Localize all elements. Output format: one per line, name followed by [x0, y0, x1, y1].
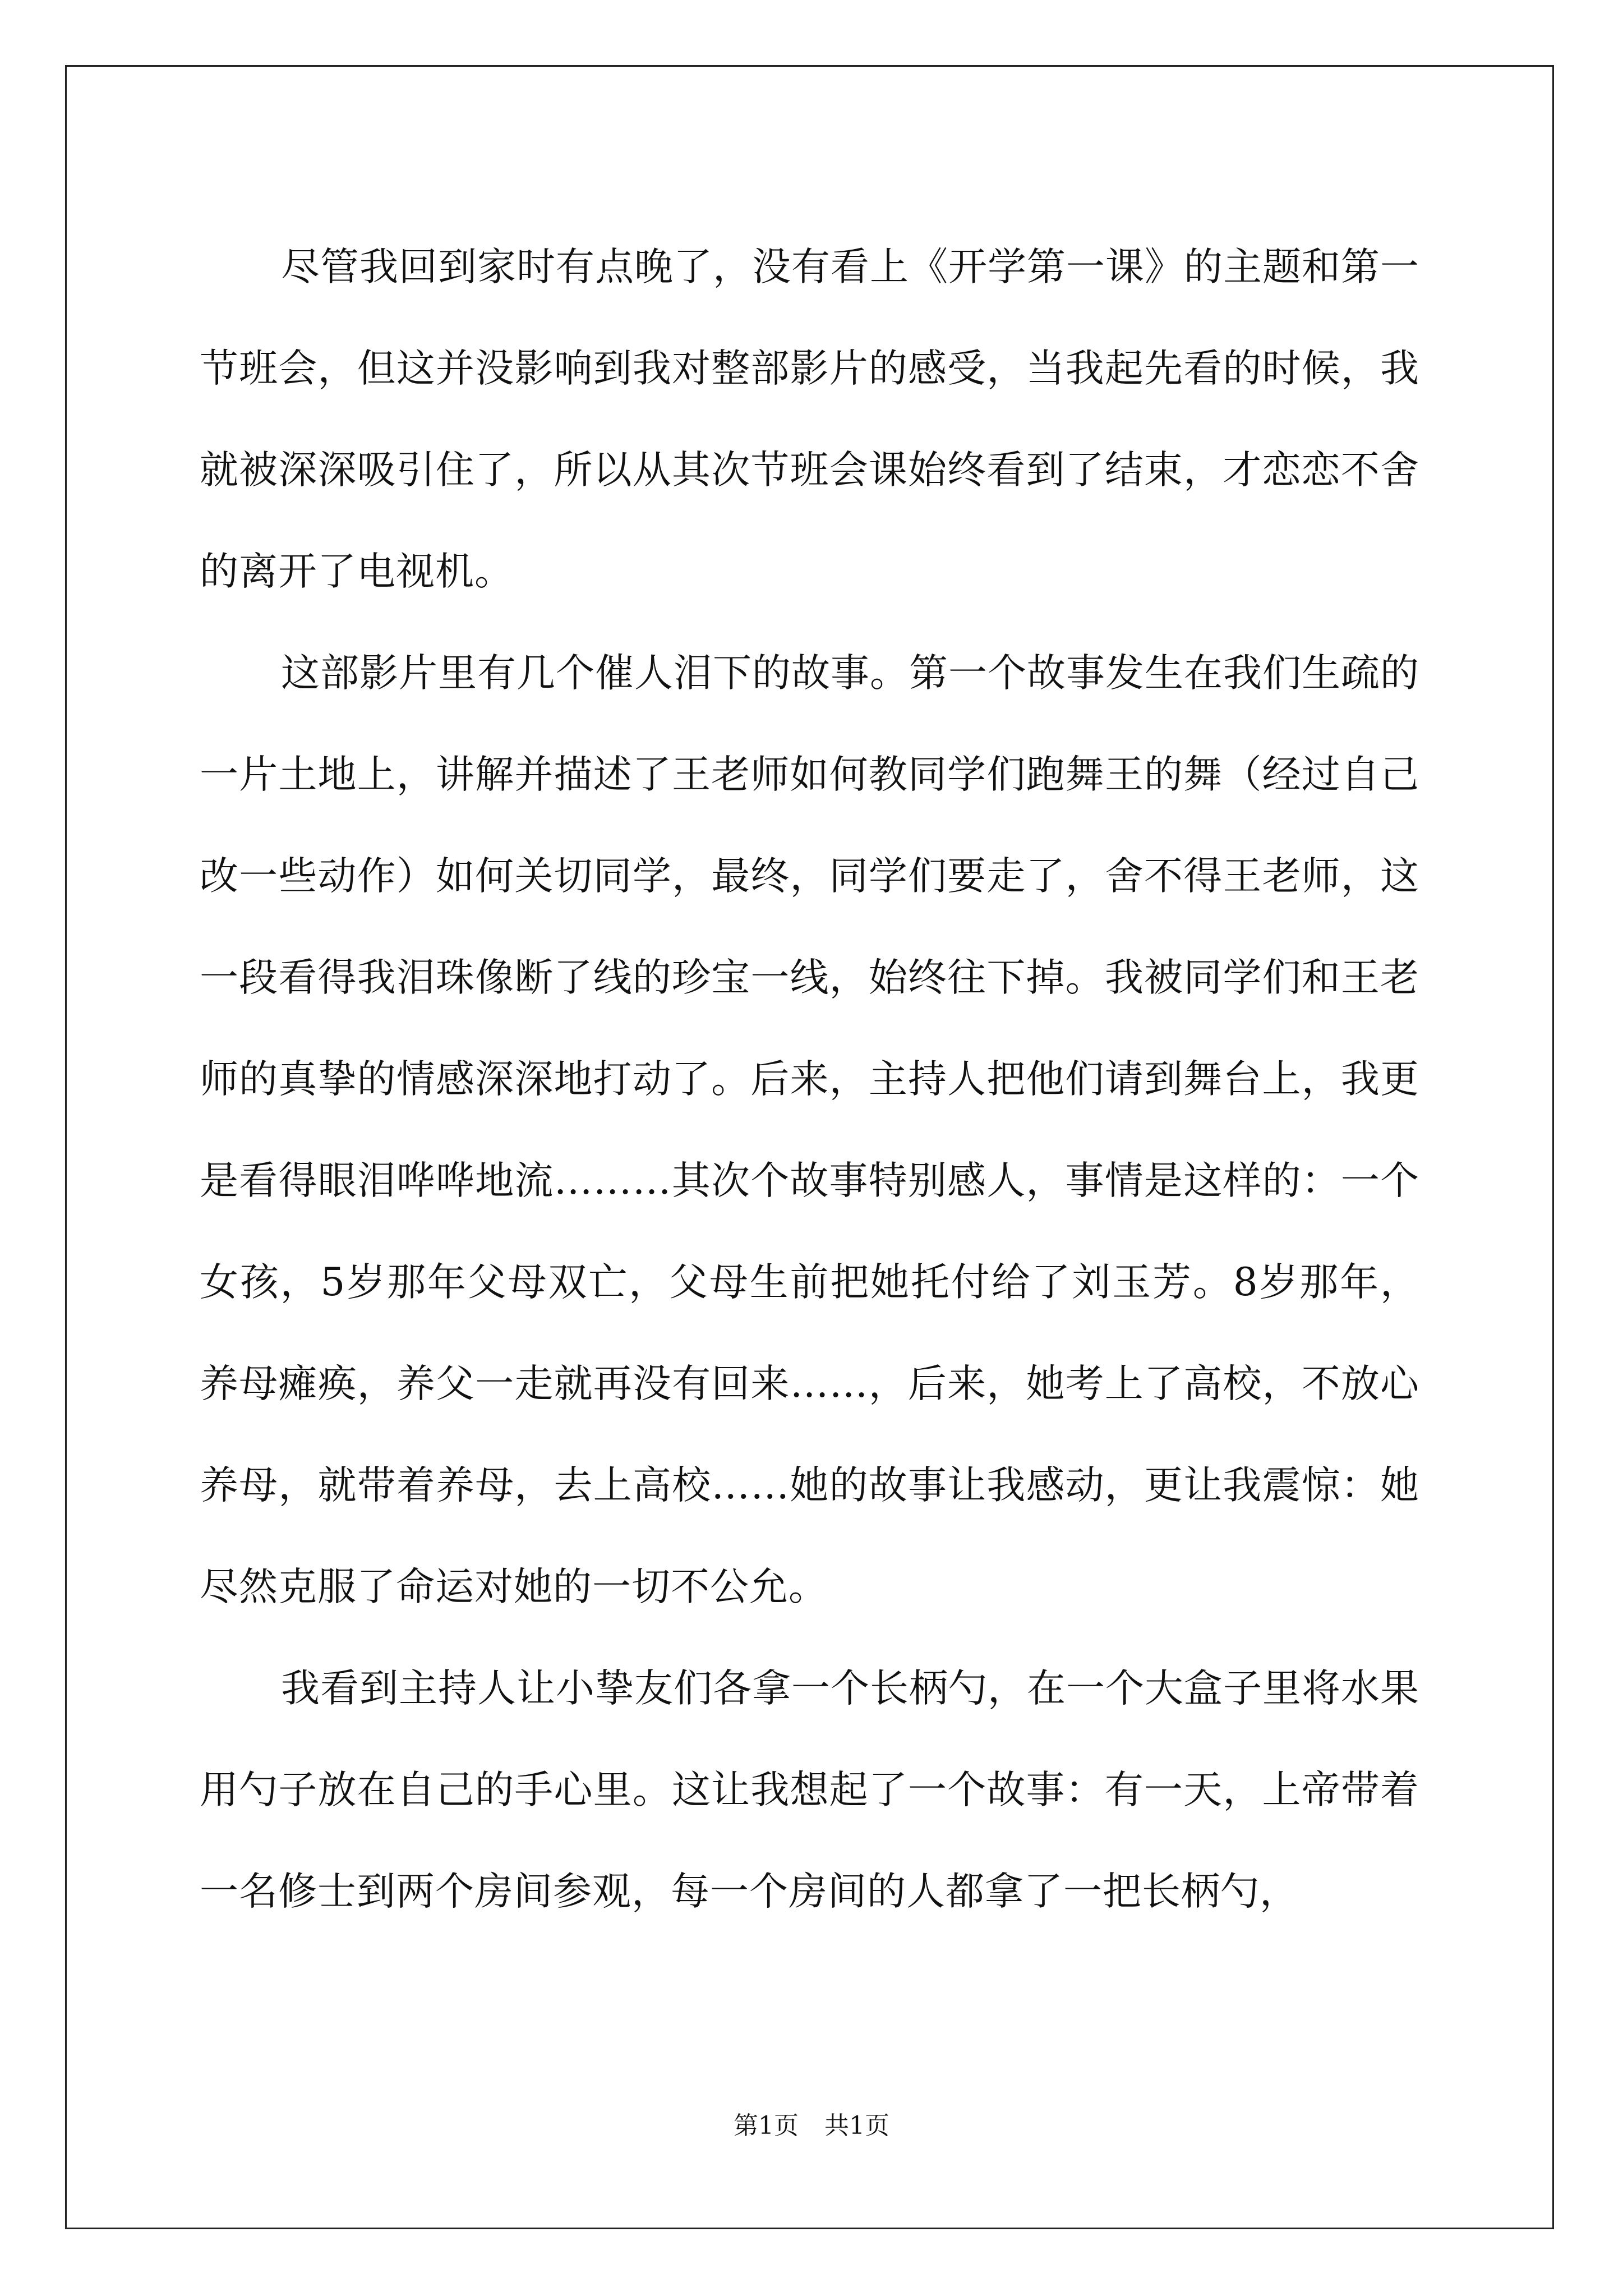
page-total: 共1页	[824, 2111, 889, 2140]
paragraph: 我看到主持人让小挚友们各拿一个长柄勺，在一个大盒子里将水果用勺子放在自己的手心里。这让我想起了一个故事：有一天，上帝带着一名修士到两个房间参观，每一个房间的人都拿了一把长柄勺，	[200, 1666, 1419, 1914]
document-body	[200, 217, 1419, 1943]
paragraph: 这部影片里有几个催人泪下的故事。第一个故事发生在我们生疏的一片土地上，讲解并描述了王老师如何教同学们跑舞王的舞（经过自己改一些动作）如何关切同学，最终，同学们要走了，舍不得王老师，这一段看得我泪珠像断了线的珍宝一线，始终往下掉。我被同学们和王老师的真挚的情感深深地打动了。后来，主持人把他们请到舞台上，我更是看得眼泪哗哗地流………其次个故事特别感人，事情是这样的：一个女孩，5岁那年父母双亡，父母生前把她托付给了刘玉芳。8岁那年，养母瘫痪，养父一走就再没有回来……，后来，她考上了高校，不放心养母，就带着养母，去上高校……她的故事让我感动，更让我震惊：她尽然克服了命运对她的一切不公允。	[200, 651, 1419, 1609]
page-footer	[0, 2109, 1623, 2143]
page-number: 第1页	[734, 2111, 799, 2140]
paragraph: 尽管我回到家时有点晚了，没有看上《开学第一课》的主题和第一节班会，但这并没影响到我对整部影片的感受，当我起先看的时候，我就被深深吸引住了，所以从其次节班会课始终看到了结束，才恋恋不舍的离开了电视机。	[200, 245, 1419, 594]
